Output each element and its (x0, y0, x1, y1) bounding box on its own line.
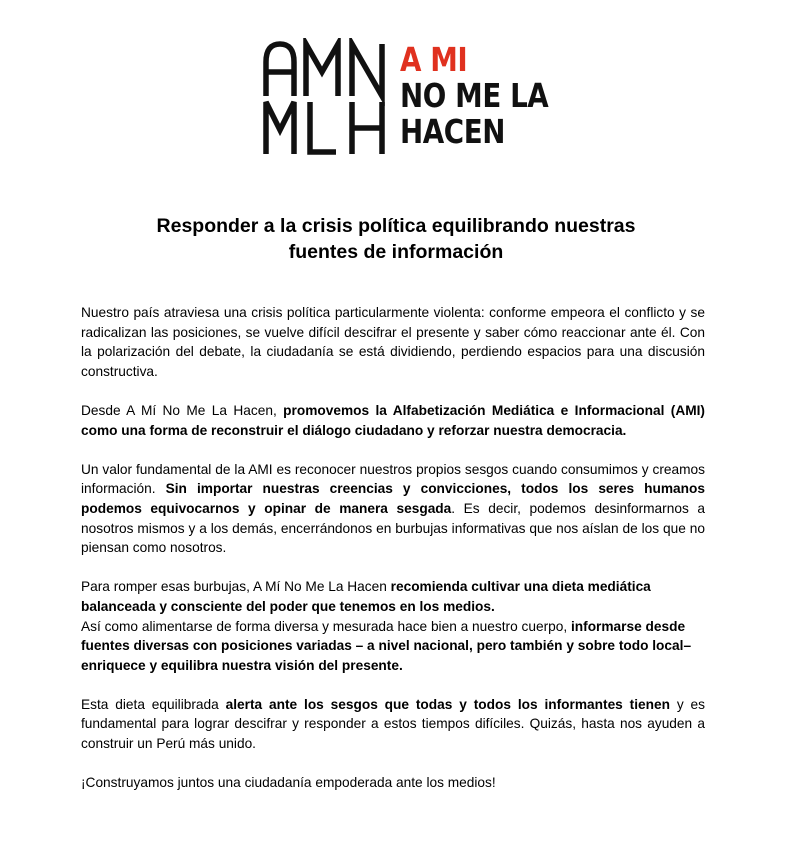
paragraph-bold-text: recomienda cultivar una dieta mediática balanceada y consciente del poder que tenemos en los medios. (81, 579, 651, 614)
paragraph-bold-text: promovemos la Alfabetización Mediática e Informacional (AMI) como una forma de reconstruir el diálogo ciudadano y reforzar nuestra democracia. (81, 402, 705, 438)
paragraph-text: Un valor fundamental de la AMI es reconocer nuestros propios sesgos cuando consumimos y creamos información. (81, 461, 705, 497)
paragraph-diet (81, 577, 705, 675)
paragraph-text: Desde A Mí No Me La Hacen, (81, 402, 284, 418)
paragraph-text: . Es decir, podemos desinformarnos a nosotros mismos y a los demás, encerrándonos en burbujas informativas que nos aíslan de los que no piensan como nosotros. (81, 500, 705, 556)
paragraph-bold-text: alerta ante los sesgos que todas y todos los informantes tienen (225, 696, 670, 712)
paragraph-intro (81, 303, 705, 381)
wordmark-line: A MI (400, 40, 468, 79)
paragraph-text: y es fundamental para lograr descifrar y responder a estos tiempos difíciles. Quizás, hasta nos ayuden a construir un Perú más unido. (81, 696, 705, 752)
paragraph-text: Esta dieta equilibrada (81, 696, 226, 712)
wordmark-line: HACEN (400, 112, 506, 151)
amnmlh-monogram (262, 38, 394, 158)
paragraph-text: ¡Construyamos juntos una ciudadanía empoderada ante los medios! (81, 775, 496, 791)
paragraph-bold-text: informarse desde fuentes diversas con posiciones variadas – a nivel nacional, pero también y sobre todo local– enriquece y equilibra nuestra visión del presente. (81, 618, 692, 673)
paragraph-text: Para romper esas burbujas, A Mí No Me La Hacen (81, 579, 391, 595)
title-line-1: Responder a la crisis política equilibrando nuestras (156, 215, 636, 237)
document-body (81, 303, 705, 812)
paragraph-ami (81, 401, 705, 440)
paragraph-bold-text: Sin importar nuestras creencias y convicciones, todos los seres humanos podemos equivocarnos y opinar de manera sesgada (81, 481, 705, 516)
brand-wordmark (400, 42, 548, 150)
brand-logo (262, 38, 549, 158)
title-line-2: fuentes de información (288, 241, 504, 263)
wordmark-line: NO ME LA (400, 76, 549, 115)
paragraph-text: Nuestro país atraviesa una crisis política particularmente violenta: conforme empeora el conflicto y se radicalizan las posiciones, se vuelve difícil descifrar el presente y saber cómo reaccionar ante él. Con la polarización del debate, la ciudadanía se está dividiendo, perdiendo espacios para una discusión constructiva. (81, 305, 705, 379)
paragraph-balanced-diet (81, 695, 705, 754)
paragraph-closing (81, 773, 705, 793)
paragraph-text: Así como alimentarse de forma diversa y mesurada hace bien a nuestro cuerpo, (81, 618, 571, 634)
document-title (96, 213, 696, 265)
paragraph-biases (81, 460, 705, 558)
